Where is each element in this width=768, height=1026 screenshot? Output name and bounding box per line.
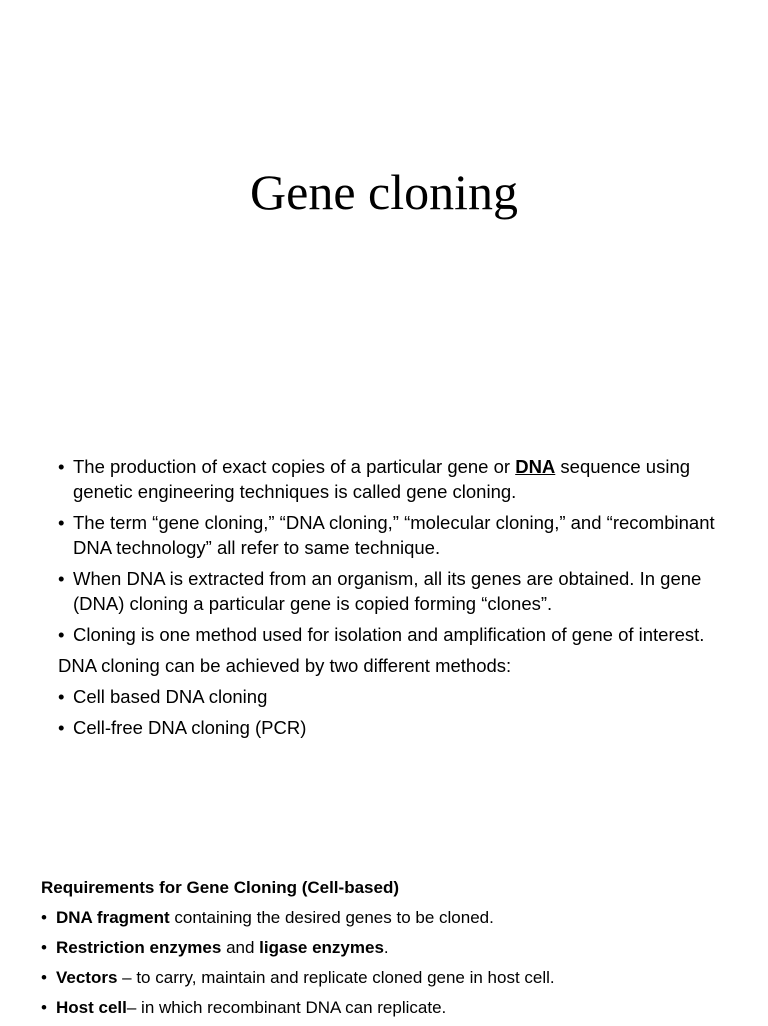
requirement-item bbox=[41, 936, 741, 960]
requirement-conj: and bbox=[221, 938, 260, 957]
list-item bbox=[58, 622, 748, 647]
list-item-text: Cloning is one method used for isolation and amplification of gene of interest. bbox=[73, 624, 705, 645]
requirements-heading: Requirements for Gene Cloning (Cell-based) bbox=[41, 878, 399, 897]
dna-link[interactable]: DNA bbox=[515, 456, 556, 477]
method-item bbox=[58, 715, 748, 740]
methods-intro: DNA cloning can be achieved by two different methods: bbox=[58, 655, 512, 676]
requirement-item bbox=[41, 996, 741, 1020]
requirement-item bbox=[41, 966, 741, 990]
method-item bbox=[58, 684, 748, 709]
requirement-desc: – to carry, maintain and replicate cloned gene in host cell. bbox=[117, 968, 555, 987]
method-item-text: Cell-free DNA cloning (PCR) bbox=[73, 717, 307, 738]
page-title: Gene cloning bbox=[250, 164, 518, 220]
list-item-text: When DNA is extracted from an organism, all its genes are obtained. In gene (DNA) cloning a particular gene is copied forming “clones”. bbox=[73, 568, 702, 614]
list-item bbox=[58, 510, 748, 560]
list-item-text: sequence using genetic engineering techniques is called gene cloning. bbox=[73, 456, 691, 502]
requirement-term: Vectors bbox=[56, 968, 118, 987]
requirement-term: Host cell bbox=[56, 998, 127, 1017]
requirements-section bbox=[41, 876, 741, 1026]
list-item bbox=[58, 566, 748, 616]
method-item-text: Cell based DNA cloning bbox=[73, 686, 268, 707]
list-item-text: The production of exact copies of a particular gene or bbox=[73, 456, 516, 477]
requirement-term: DNA fragment bbox=[56, 908, 170, 927]
list-item-text: The term “gene cloning,” “DNA cloning,” “molecular cloning,” and “recombinant DNA technology” all refer to same technique. bbox=[73, 512, 715, 558]
requirement-desc: containing the desired genes to be cloned. bbox=[169, 908, 494, 927]
requirement-item bbox=[41, 906, 741, 930]
list-item bbox=[58, 454, 748, 504]
intro-list bbox=[58, 454, 748, 746]
requirement-term: Restriction enzymes bbox=[56, 938, 222, 957]
requirement-desc: – in which recombinant DNA can replicate. bbox=[126, 998, 447, 1017]
requirement-term: ligase enzymes bbox=[259, 938, 384, 957]
requirement-desc: . bbox=[383, 938, 389, 957]
